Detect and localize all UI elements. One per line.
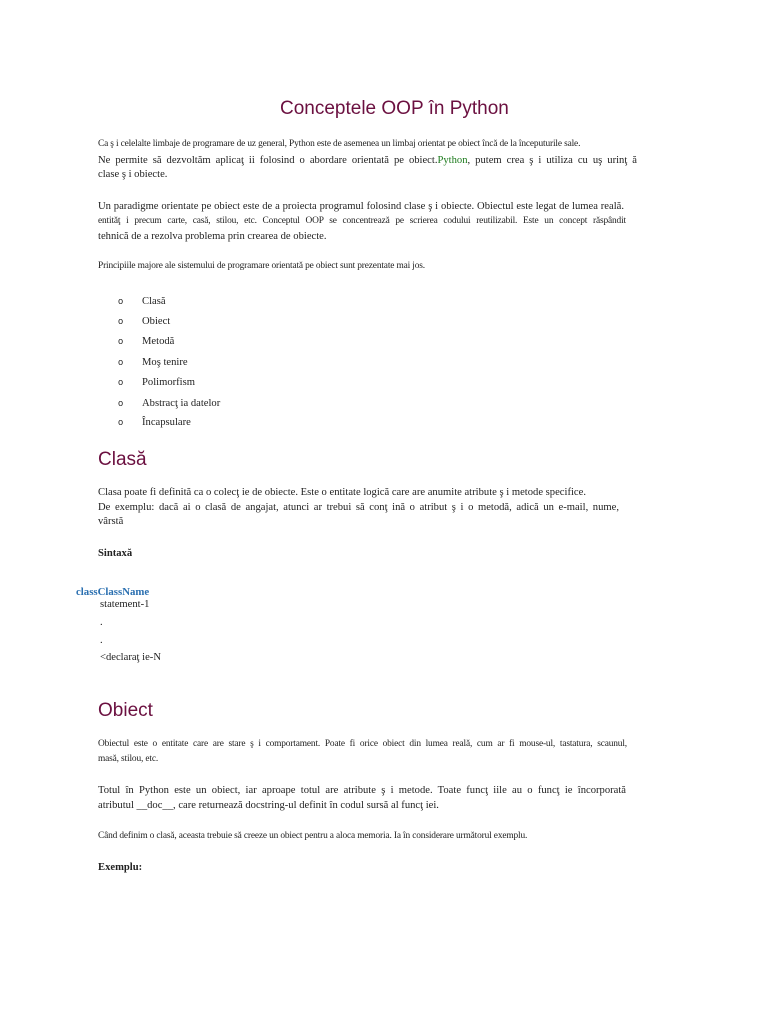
list-item-label: Moş tenire bbox=[142, 357, 188, 368]
code-keyword: class bbox=[76, 586, 98, 598]
example-label: Exemplu: bbox=[98, 862, 143, 873]
list-item-label: Abstracţ ia datelor bbox=[142, 398, 221, 409]
code-line: . bbox=[100, 635, 103, 646]
section-heading-clasa: Clasă bbox=[98, 449, 147, 470]
intro-line-3: clase ş i obiecte. bbox=[98, 169, 168, 180]
paradigm-line-2: entităţ i precum carte, casă, stilou, etc. Conceptul OOP se concentrează pe scrierea codului reutilizabil. Este un concept răspândit bbox=[98, 216, 626, 226]
code-line: <declaraţ ie-N bbox=[100, 652, 161, 663]
clasa-paragraph-line-1: Clasa poate fi definită ca o colecţ ie de obiecte. Este o entitate logică care are anumite atribute ş i metode specifice. bbox=[98, 487, 586, 498]
bullet-icon: o bbox=[118, 297, 124, 307]
list-item-label: Metodă bbox=[142, 336, 175, 347]
python-link[interactable]: Python bbox=[437, 155, 468, 166]
bullet-icon: o bbox=[118, 358, 124, 368]
obiect-p1-line-1: Obiectul este o entitate care are stare ş i comportament. Poate fi orice obiect din lumea reală, cum ar fi mouse-ul, tastatura, scaunul, bbox=[98, 739, 627, 749]
section-heading-obiect: Obiect bbox=[98, 700, 153, 721]
intro-line-1: Ca ş i celelalte limbaje de programare de uz general, Python este de asemenea un limbaj orientat pe obiect încă de la începuturile sale. bbox=[98, 139, 581, 149]
clasa-paragraph-line-2: De exemplu: dacă ai o clasă de angajat, atunci ar trebui să conţ ină o atribut ş i o metodă, adică un e-mail, nume, bbox=[98, 502, 619, 513]
principles-intro: Principiile majore ale sistemului de programare orientată pe obiect sunt prezentate mai jos. bbox=[98, 261, 425, 271]
list-item-label: Polimorfism bbox=[142, 377, 195, 388]
list-item-label: Obiect bbox=[142, 316, 171, 327]
paradigm-line-3: tehnică de a rezolva problema prin crearea de obiecte. bbox=[98, 231, 327, 242]
list-item-label: Încapsulare bbox=[142, 417, 191, 428]
obiect-p2-line-2: atributul __doc__, care returnează docstring-ul definit în codul sursă al funcţ iei. bbox=[98, 800, 439, 811]
obiect-p2-line-1: Totul în Python este un obiect, iar aproape totul are atribute ş i metode. Toate funcţ iile au o funcţ ie încorporată bbox=[98, 785, 626, 796]
intro-line-2-rest: , putem crea ş i utiliza cu uş urinţ ă bbox=[467, 155, 637, 166]
bullet-icon: o bbox=[118, 337, 124, 347]
bullet-icon: o bbox=[118, 378, 124, 388]
code-line: . bbox=[100, 617, 103, 628]
code-line: statement-1 bbox=[100, 599, 150, 610]
code-class-declaration bbox=[76, 582, 149, 600]
obiect-p1-line-2: masă, stilou, etc. bbox=[98, 754, 159, 764]
page-title: Conceptele OOP în Python bbox=[280, 98, 509, 119]
bullet-icon: o bbox=[118, 399, 124, 409]
clasa-paragraph-line-3: vârstă bbox=[98, 516, 124, 527]
list-item-label: Clasă bbox=[142, 296, 166, 307]
intro-line-2 bbox=[98, 155, 637, 166]
syntax-label: Sintaxă bbox=[98, 548, 133, 559]
paradigm-line-1: Un paradigme orientate pe obiect este de a proiecta programul folosind clase ş i obiecte. Obiectul este legat de lumea reală. bbox=[98, 201, 624, 212]
intro-line-2-text: Ne permite să dezvoltăm aplicaţ ii folosind o abordare orientată pe obiect. bbox=[98, 155, 438, 166]
obiect-p3: Când definim o clasă, aceasta trebuie să creeze un obiect pentru a aloca memoria. Ia în considerare următorul exemplu. bbox=[98, 831, 528, 841]
bullet-icon: o bbox=[118, 418, 124, 428]
code-class-name: ClassName bbox=[97, 586, 150, 598]
bullet-icon: o bbox=[118, 317, 124, 327]
